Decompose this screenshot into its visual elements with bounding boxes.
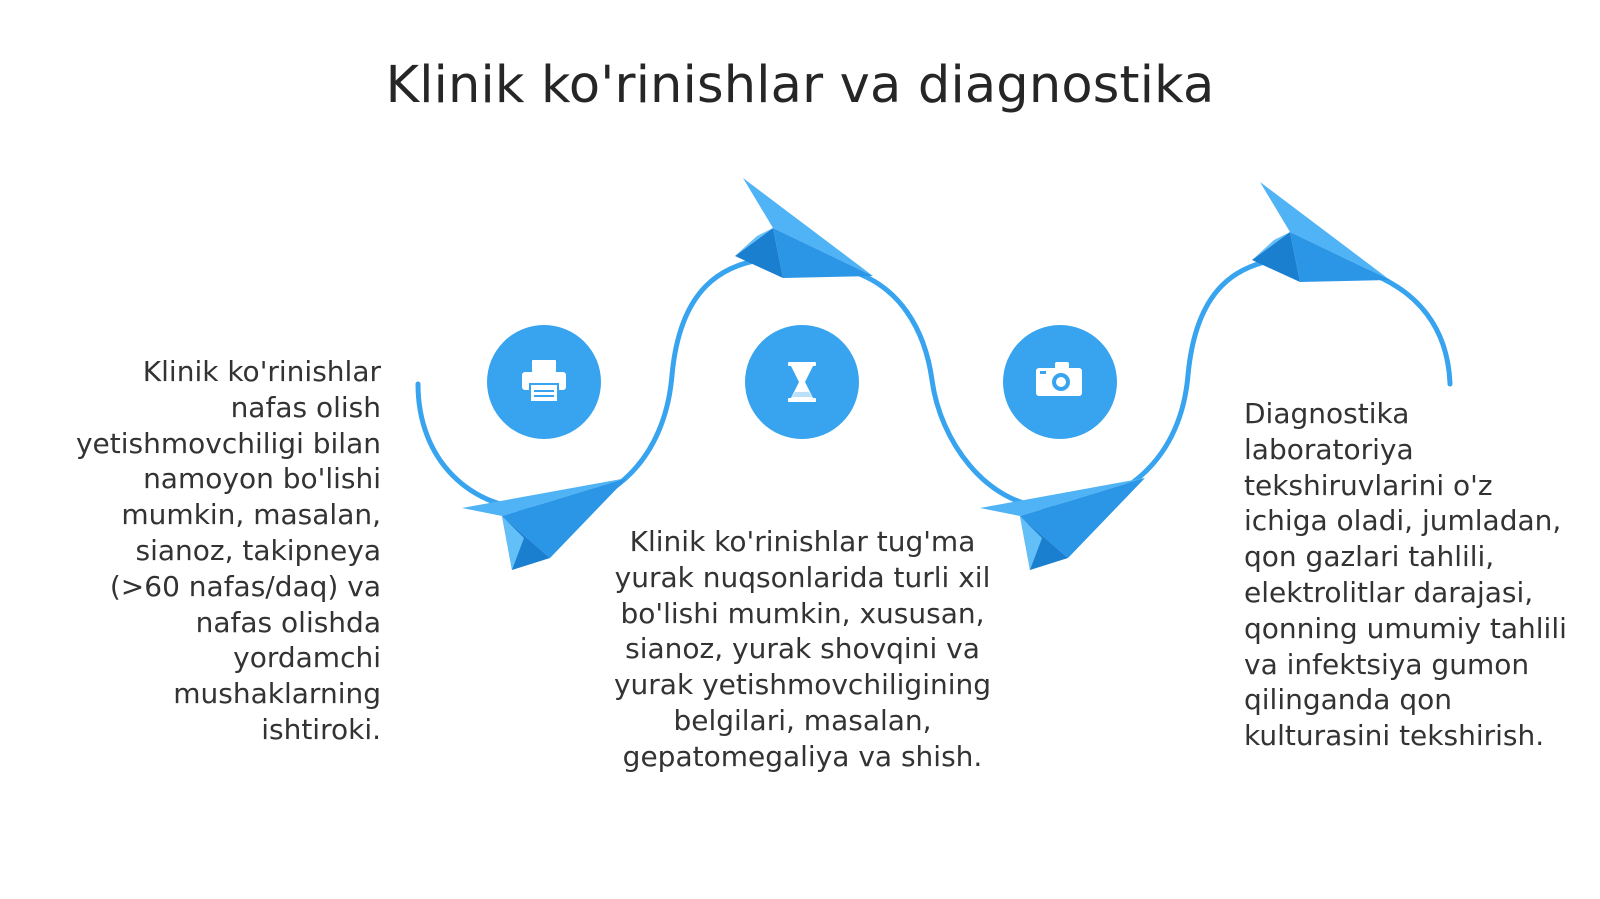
- step-2-badge: [745, 325, 859, 439]
- step-1-badge: [487, 325, 601, 439]
- wave-path-3: [1362, 270, 1450, 384]
- step-1-text: Klinik ko'rinishlar nafas olish yetishmovchiligi bilan namoyon bo'lishi mumkin, masalan, sianoz, takipneya (>60 nafas/daq) va nafas olishda yordamchi mushaklarning ishtiroki.: [75, 355, 381, 746]
- paper-plane-icon: [735, 178, 873, 278]
- step-2-text: Klinik ko'rinishlar tug'ma yurak nuqsonlarida turli xil bo'lishi mumkin, xususan, sianoz, yurak shovqini va yurak yetishmovchiligining belgilari, masalan, gepatomegaliya va shish.: [613, 525, 992, 773]
- paper-plane-icon: [1252, 182, 1390, 282]
- step-3-text: Diagnostika laboratoriya tekshiruvlarini o'z ichiga oladi, jumladan, qon gazlari tahlili, elektrolitlar darajasi, qonning umumiy tahlili va infektsiya gumon qilinganda qon kulturasini tekshirish.: [1244, 397, 1567, 753]
- step-3-badge: [1003, 325, 1117, 439]
- page-title: Klinik ko'rinishlar va diagnostika: [385, 56, 1215, 115]
